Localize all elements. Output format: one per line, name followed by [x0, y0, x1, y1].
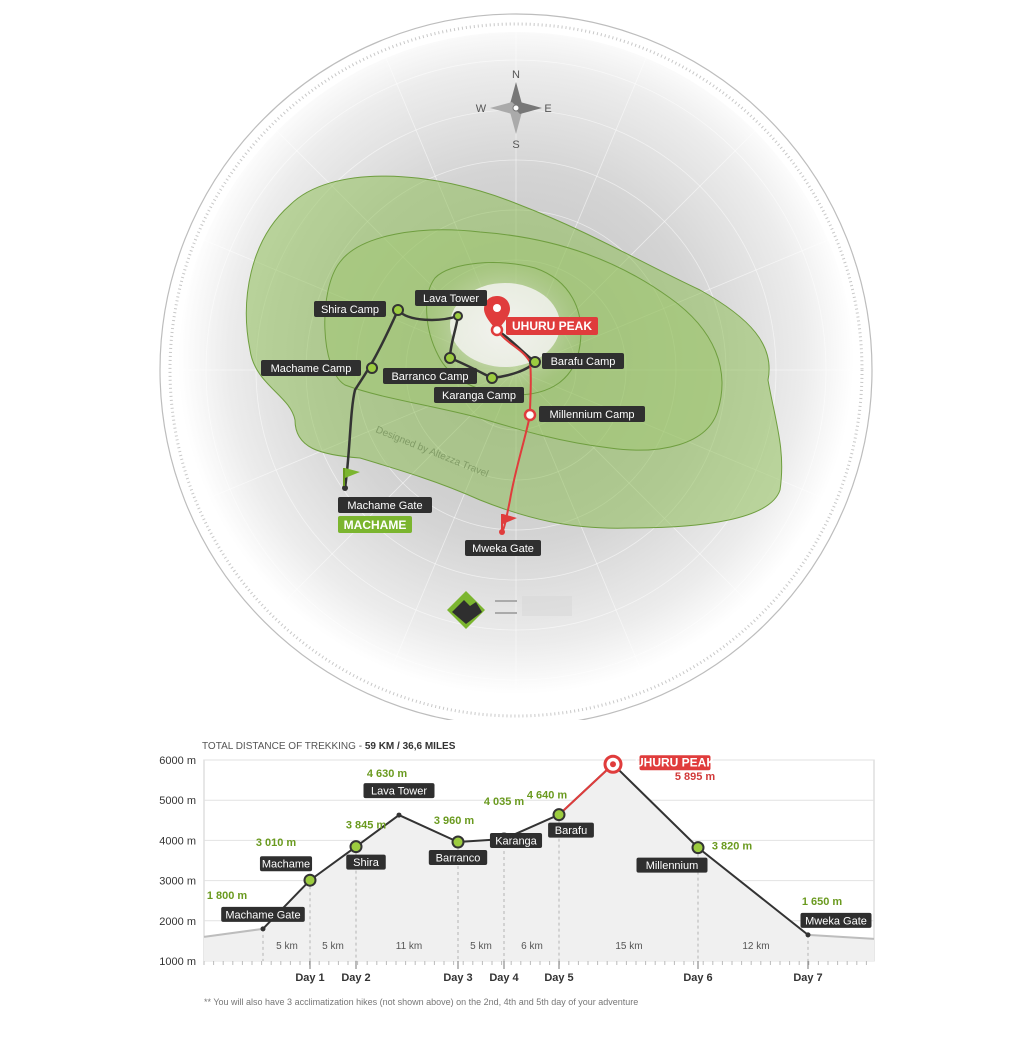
- point-name: Barafu: [554, 825, 588, 838]
- point-elevation: 3 820 m: [711, 840, 753, 853]
- point-elevation: 4 640 m: [526, 789, 568, 802]
- compass-s: S: [512, 139, 520, 151]
- segment-distance: 12 km: [742, 941, 770, 952]
- segment-distance: 15 km: [615, 941, 643, 952]
- point-elevation: 3 010 m: [255, 837, 297, 850]
- svg-text:Millennium Camp: Millennium Camp: [549, 409, 635, 421]
- point-name: Lava Tower: [370, 785, 428, 798]
- svg-text:Mweka Gate: Mweka Gate: [472, 543, 534, 555]
- segment-distance: 5 km: [470, 941, 492, 952]
- x-axis-ticks: [204, 961, 866, 965]
- day-label: Day 2: [341, 972, 371, 984]
- y-tick-label: 6000 m: [159, 755, 196, 767]
- point-name: Millennium: [645, 860, 699, 873]
- marker-karanga-camp: [487, 373, 497, 383]
- y-tick-label: 5000 m: [159, 795, 196, 808]
- point-elevation: 3 845 m: [345, 819, 387, 832]
- point-name: Mweka Gate: [805, 915, 867, 928]
- map-label-barafu-camp: [542, 353, 624, 369]
- marker-millennium-camp: [525, 410, 535, 420]
- point-elevation: 4 630 m: [366, 768, 408, 781]
- svg-text:UHURU PEAK: UHURU PEAK: [511, 319, 593, 333]
- svg-text:Machame Camp: Machame Camp: [270, 363, 352, 375]
- designer-watermark: Designed by Altezza Travel: [373, 424, 490, 480]
- marker-shira-camp: [393, 305, 403, 315]
- svg-text:Lava Tower: Lava Tower: [422, 293, 480, 305]
- map-label-mweka-gate: [465, 540, 541, 556]
- point-name: Barranco: [435, 852, 481, 865]
- day-label: Day 4: [489, 972, 519, 984]
- compass-e: E: [544, 103, 552, 115]
- map-label-lava-tower: [415, 290, 487, 306]
- point-elevation: 5 895 m: [674, 771, 716, 784]
- point-elevation: 4 035 m: [483, 795, 525, 808]
- day-label: Day 7: [793, 972, 823, 984]
- day-label: Day 6: [683, 972, 713, 984]
- point-name: Machame Gate: [225, 909, 301, 922]
- svg-text:MACHAME: MACHAME: [343, 518, 407, 532]
- marker-barafu-camp: [530, 357, 540, 367]
- map-label-shira-camp: [314, 301, 386, 317]
- profile-title: TOTAL DISTANCE OF TREKKING - 59 KM / 36,6 MILES: [202, 741, 456, 752]
- y-axis: [159, 755, 196, 968]
- svg-text:Machame Gate: Machame Gate: [347, 500, 423, 512]
- y-tick-label: 1000 m: [159, 956, 196, 968]
- point-name: UHURU PEAK: [634, 755, 716, 770]
- segment-distance: 5 km: [276, 941, 298, 952]
- map-label-summit: [506, 317, 598, 335]
- compass-w: W: [475, 103, 487, 115]
- map-label-karanga-camp: [434, 387, 524, 403]
- day-label: Day 5: [544, 972, 574, 984]
- marker-barranco-camp: [445, 353, 455, 363]
- map-label-machame-gate: [338, 497, 432, 513]
- point-elevation: 1 800 m: [206, 889, 248, 902]
- footnote: ** You will also have 3 acclimatization hikes (not shown above) on the 2nd, 4th and 5th day of your adventure: [204, 997, 639, 1007]
- svg-text:Barranco Camp: Barranco Camp: [391, 371, 469, 383]
- compass-n: N: [512, 69, 520, 81]
- y-tick-label: 4000 m: [159, 835, 196, 848]
- map-label-barranco-camp: [383, 368, 477, 384]
- point-name: Karanga: [495, 835, 537, 848]
- day-labels: [295, 961, 822, 984]
- point-name: Shira: [353, 857, 379, 870]
- segment-distance: 11 km: [395, 941, 423, 952]
- svg-text:Barafu Camp: Barafu Camp: [550, 356, 616, 368]
- segment-distance: 6 km: [521, 941, 543, 952]
- day-label: Day 3: [443, 972, 473, 984]
- route-name-badge: [338, 516, 412, 533]
- y-tick-label: 3000 m: [159, 875, 196, 888]
- map-label-millennium-camp: [539, 406, 645, 422]
- elevation-profile: [0, 730, 1024, 1063]
- point-elevation: 1 650 m: [801, 895, 843, 908]
- svg-text:Karanga Camp: Karanga Camp: [442, 390, 516, 402]
- svg-text:Shira Camp: Shira Camp: [320, 304, 380, 316]
- marker-machame-camp: [367, 363, 377, 373]
- point-name: Machame: [261, 858, 311, 871]
- day-label: Day 1: [295, 972, 325, 984]
- y-tick-label: 2000 m: [159, 915, 196, 928]
- segment-distance: 5 km: [322, 941, 344, 952]
- point-elevation: 3 960 m: [433, 815, 475, 828]
- map-label-machame-camp: [261, 360, 361, 376]
- marker-lava-tower: [454, 312, 462, 320]
